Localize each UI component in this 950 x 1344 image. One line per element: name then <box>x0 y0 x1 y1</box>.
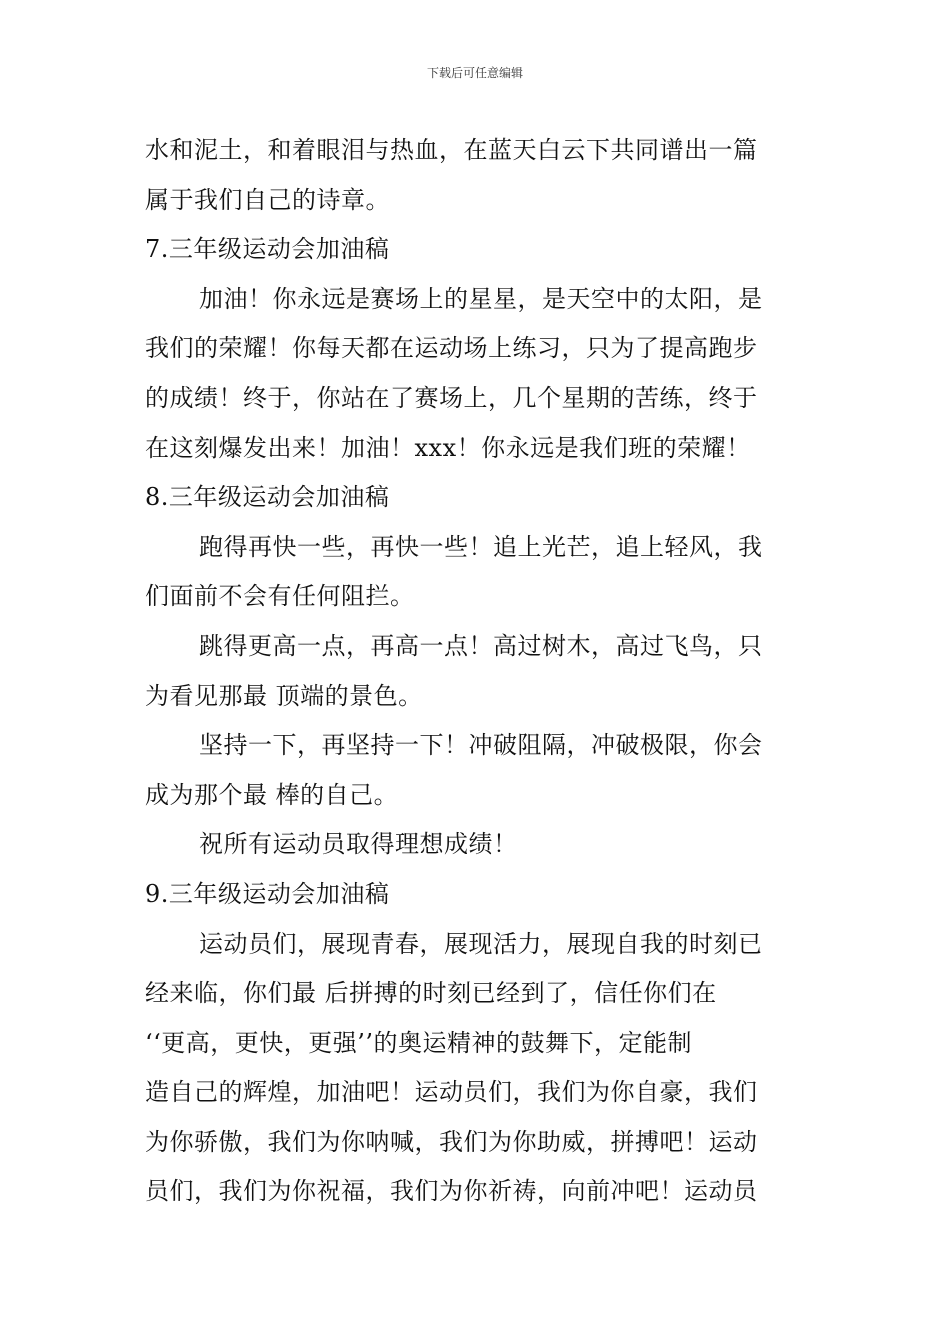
text-line: 的成绩！终于，你站在了赛场上，几个星期的苦练，终于 <box>145 383 758 412</box>
text-line: 们面前不会有任何阻拦。 <box>145 582 415 611</box>
text-line: 我们的荣耀！你每天都在运动场上练习，只为了提高跑步 <box>145 334 758 363</box>
text-line: ‘‘更高，更快，更强’’的奥运精神的鼓舞下，定能制 <box>145 1028 693 1057</box>
text-line: 员们，我们为你祝福，我们为你祈祷，向前冲吧！运动员 <box>145 1177 758 1206</box>
section-heading: 7.三年级运动会加油稿 <box>145 235 390 264</box>
text-line: 在这刻爆发出来！加油！xxx！你永远是我们班的荣耀！ <box>145 433 751 462</box>
document-body <box>145 126 807 1217</box>
paragraph-start: 祝所有运动员取得理想成绩！ <box>199 830 518 859</box>
text-line: 成为那个最 棒的自己。 <box>145 780 399 809</box>
text-line: 属于我们自己的诗章。 <box>145 185 390 214</box>
section-heading: 9.三年级运动会加油稿 <box>145 879 390 908</box>
paragraph-start: 加油！你永远是赛场上的星星，是天空中的太阳，是 <box>199 284 763 313</box>
section-heading: 8.三年级运动会加油稿 <box>145 483 390 512</box>
text-line: 经来临，你们最 后拼搏的时刻已经到了，信任你们在 <box>145 979 717 1008</box>
paragraph-start: 跑得再快一些，再快一些！追上光芒，追上轻风，我 <box>199 532 763 561</box>
text-line: 为你骄傲，我们为你呐喊，我们为你助威，拼搏吧！运动 <box>145 1127 758 1156</box>
text-line: 为看见那最 顶端的景色。 <box>145 681 423 710</box>
text-line: 造自己的辉煌，加油吧！运动员们，我们为你自豪，我们 <box>145 1078 758 1107</box>
paragraph-start: 坚持一下，再坚持一下！冲破阻隔，冲破极限，你会 <box>199 731 763 760</box>
paragraph-start: 运动员们，展现青春，展现活力，展现自我的时刻已 <box>199 929 763 958</box>
page-header-note: 下载后可任意编辑 <box>426 66 523 80</box>
text-line: 水和泥土，和着眼泪与热血，在蓝天白云下共同谱出一篇 <box>145 136 758 164</box>
paragraph-start: 跳得更高一点，再高一点！高过树木，高过飞鸟，只 <box>199 631 763 660</box>
